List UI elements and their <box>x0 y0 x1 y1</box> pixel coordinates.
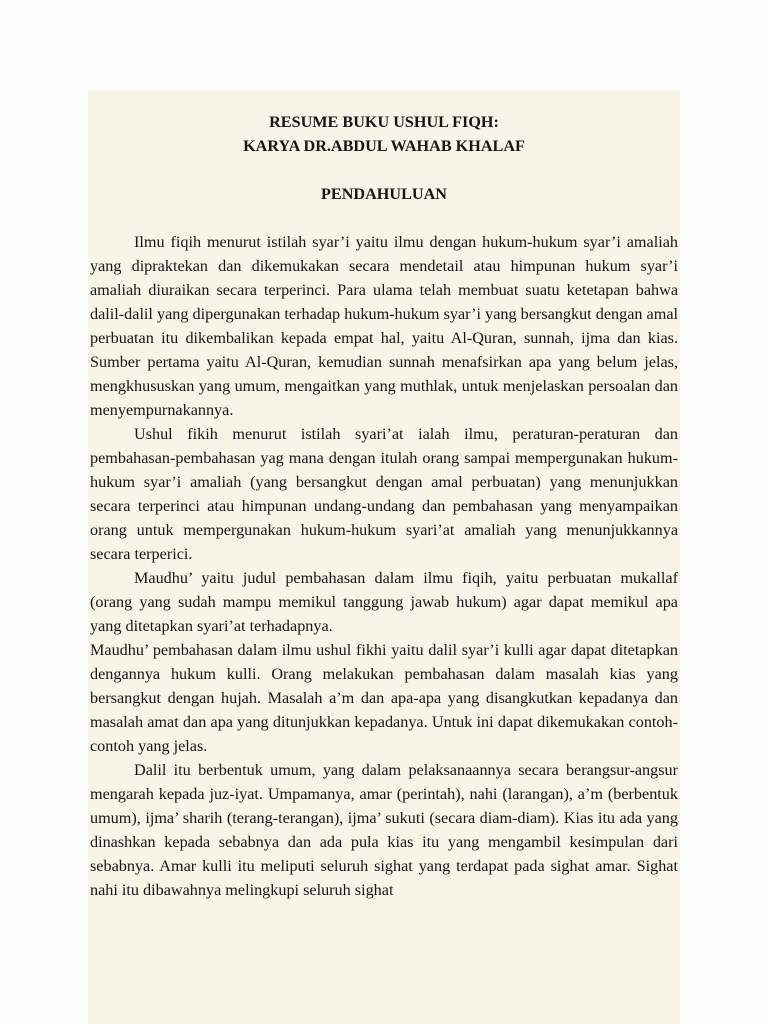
document-title-line-2: KARYA DR.ABDUL WAHAB KHALAF <box>243 137 525 155</box>
paragraph: Dalil itu berbentuk umum, yang dalam pelaksanaannya secara berangsur-angsur mengarah kepada juz-iyat. Umpamanya, amar (perintah), nahi (larangan), a’m (berbentuk umum), ijma’ sharih (terang-terangan), ijma’ sukuti (secara diam-diam). Kias itu ada yang dinashkan kepada sebabnya dan ada pula kias itu yang mengambil kesimpulan dari sebabnya. Amar kulli itu meliputi seluruh sighat yang terdapat pada sighat amar. Sighat nahi itu dibawahnya melingkupi seluruh sighat <box>90 761 678 899</box>
section-heading: PENDAHULUAN <box>321 185 447 203</box>
paragraph: Maudhu’ yaitu judul pembahasan dalam ilmu fiqih, yaitu perbuatan mukallaf (orang yang sudah mampu memikul tanggung jawab hukum) agar dapat memikul apa yang ditetapkan syari’at terhadapnya. <box>90 569 678 635</box>
paragraph: Ushul fikih menurut istilah syari’at ialah ilmu, peraturan-peraturan dan pembahasan-pembahasan yag mana dengan itulah orang sampai mempergunakan hukum-hukum syar’i amaliah (yang bersangkut dengan amal perbuatan) yang menunjukkan secara terperinci atau himpunan undang-undang dan pembahasan yang menyampaikan orang untuk mempergunakan hukum-hukum syari’at amaliah yang menunjukkannya secara terperici. <box>90 425 678 563</box>
paragraph: Maudhu’ pembahasan dalam ilmu ushul fikhi yaitu dalil syar’i kulli agar dapat ditetapkan dengannya hukum kulli. Orang melakukan pembahasan dalam masalah kias yang bersangkut dengan hujah. Masalah a’m dan apa-apa yang disangkutkan kepadanya dan masalah amat dan apa yang ditunjukkan kepadanya. Untuk ini dapat dikemukakan contoh-contoh yang jelas. <box>90 641 678 755</box>
document-title-line-1: RESUME BUKU USHUL FIQH: <box>269 113 499 131</box>
paragraph: Ilmu fiqih menurut istilah syar’i yaitu ilmu dengan hukum-hukum syar’i amaliah yang dipraktekan dan dikemukakan secara mendetail atau himpunan hukum syar’i amaliah diuraikan secara terperinci. Para ulama telah membuat suatu ketetapan bahwa dalil-dalil yang dipergunakan terhadap hukum-hukum syar’i yang bersangkut dengan amal perbuatan itu dikembalikan kepada empat hal, yaitu Al-Quran, sunnah, ijma dan kias. Sumber pertama yaitu Al-Quran, kemudian sunnah menafsirkan apa yang belum jelas, mengkhususkan yang umum, mengaitkan yang muthlak, untuk menjelaskan persoalan dan menyempurnakannya. <box>90 233 678 419</box>
paragraph-list <box>90 230 678 902</box>
document-body <box>90 110 678 902</box>
document-page <box>88 90 680 1024</box>
